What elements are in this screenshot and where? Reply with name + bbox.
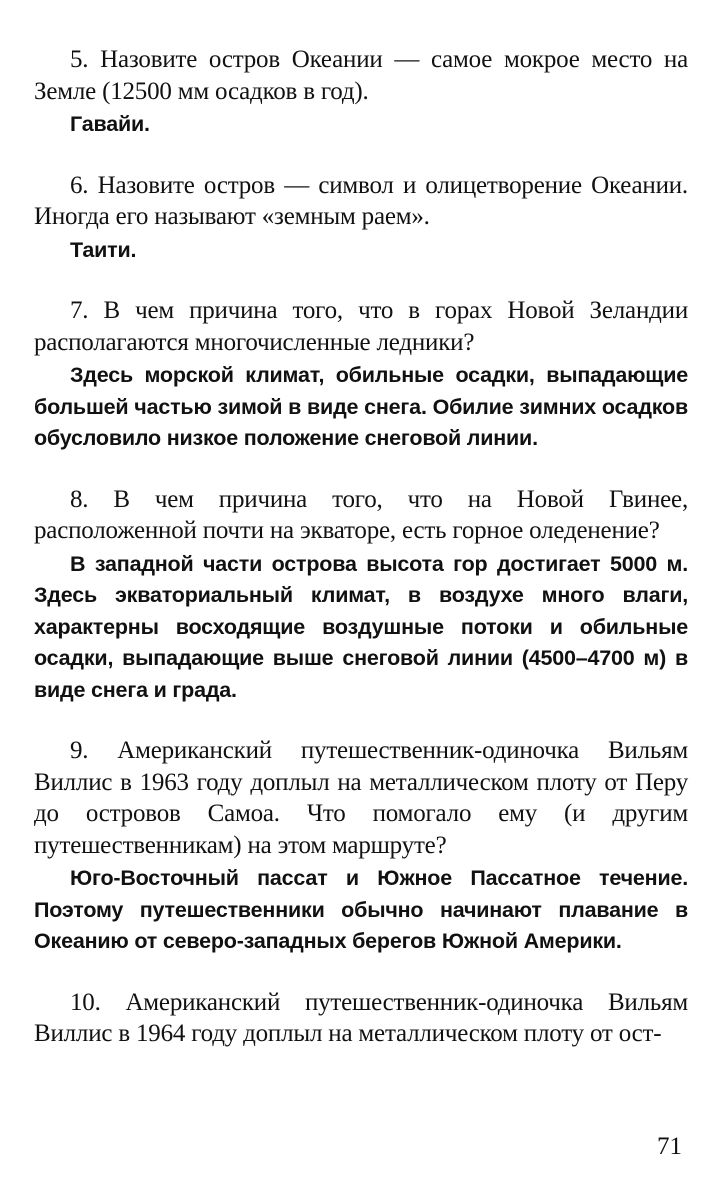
answer-text: Юго-Восточный пассат и Южное Пассатное течение. Поэтому путешественники обычно начинают плавание в Океанию от северо-западных берегов Южной Америки. [34,866,688,953]
question-text: 5. Назовите остров Океании — самое мокрое место на Земле (12500 мм осадков в год). [34,46,688,105]
question-block-9 [34,735,688,958]
answer-text: В западной части острова высота гор достигает 5000 м. Здесь экваториальный климат, в воздухе много влаги, характерны восходящие воздушные потоки и обильные осадки, выпадающие выше снеговой линии (4500–4700 м) в виде снега и града. [34,551,688,702]
question-block-8 [34,484,688,707]
question-text: 9. Американский путешественник-одиночка Вильям Виллис в 1963 году доплыл на металлическом плоту от Перу до островов Самоа. Что помогало ему (и другим путешественникам) на этом маршруте? [34,737,688,859]
question-block-7 [34,295,688,455]
page-content [34,44,688,1079]
answer-text: Гавайи. [70,112,150,136]
question-block-10 [34,987,688,1050]
question-text: 7. В чем причина того, что в горах Новой Зеландии располагаются многочисленные ледники? [34,297,688,356]
question-text: 10. Американский путешественник-одиночка Вильям Виллис в 1964 году доплыл на металлическом плоту от ост- [34,988,688,1047]
question-text: 6. Назовите остров — символ и олицетворение Океании. Иногда его называют «земным раем». [34,171,688,230]
question-text: 8. В чем причина того, что на Новой Гвинее, расположенной почти на экваторе, есть горное оледенение? [34,485,688,544]
question-block-6 [34,170,688,267]
page-number: 71 [657,1133,682,1160]
question-block-5 [34,44,688,141]
answer-text: Здесь морской климат, обильные осадки, выпадающие большей частью зимой в виде снега. Обилие зимних осадков обусловило низкое положение снеговой линии. [34,363,688,450]
answer-text: Таити. [70,237,137,262]
